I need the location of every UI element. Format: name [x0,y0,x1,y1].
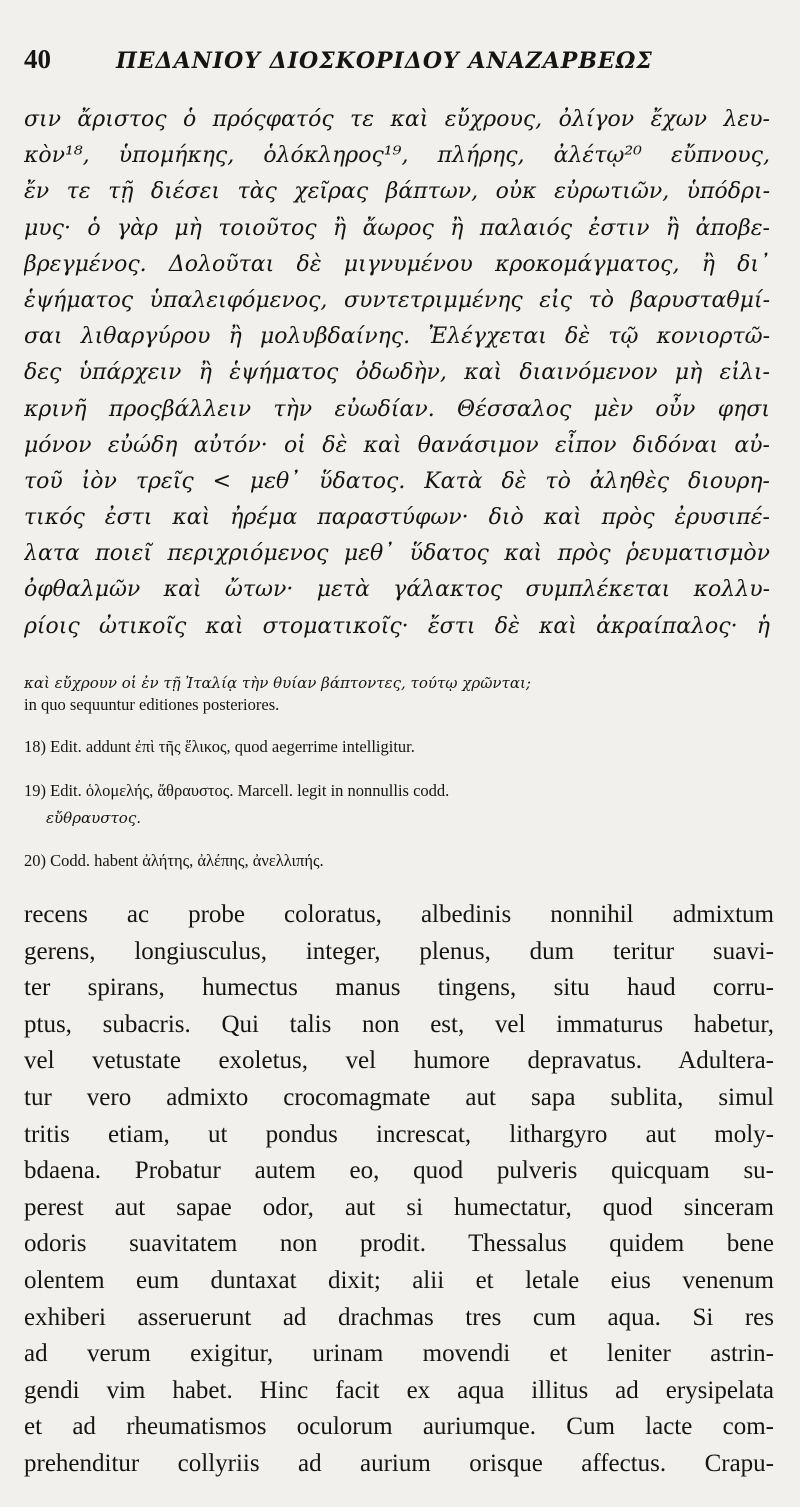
text-line: μυς· ὁ γὰρ μὴ τοιοῦτος ἢ ἄωρος ἢ παλαιός ἐστιν ἢ ἀποβε- [24,215,770,241]
footnote-17-greek: καὶ εὔχρουν οἱ ἐν τῇ Ἰταλίᾳ τὴν θυίαν βάπτοντες, τούτῳ χρῶνται; [24,674,531,692]
footnotes [24,672,774,876]
text-line: gerens, longiusculus, integer, plenus, dum teritur suavi- [24,937,774,965]
text-line: tritis etiam, ut pondus increscat, lithargyro aut moly- [24,1120,774,1148]
text-line: prehenditur collyriis ad aurium orisque affectus. Crapu- [24,1449,774,1477]
text-line: κὸν¹⁸, ὑπομήκης, ὁλόκληρος¹⁹, πλήρης, ἀλέτῳ²⁰ εὔπνους, [24,143,770,169]
text-line: ad verum exigitur, urinam movendi et leniter astrin- [24,1340,774,1368]
text-line: ptus, subacris. Qui talis non est, vel immaturus habetur, [24,1010,774,1038]
text-line: ρίοις ὠτικοῖς καὶ στοματικοῖς· ἔστι δὲ καὶ ἀκραίπαλος· ἡ [24,613,770,639]
text-line: perest aut sapae odor, aut si humectatur, quod sinceram [24,1193,774,1221]
text-line: bdaena. Probatur autem eo, quod pulveris quicquam su- [24,1157,774,1185]
text-line: et ad rheumatismos oculorum auriumque. Cum lacte com- [24,1413,774,1441]
footnote-19-continuation: εὔθραυστος. [46,809,142,827]
text-line: odoris suavitatem non prodit. Thessalus quidem bene [24,1230,774,1258]
text-line: olentem eum duntaxat dixit; alii et letale eius venenum [24,1266,774,1294]
page-number: 40 [24,44,51,74]
text-line: δες ὑπάρχειν ἢ ἑψήματος ὀδωδὴν, καὶ διαινόμενον μὴ εἰλι- [24,360,770,386]
greek-main-text [24,102,770,645]
footnote-17-latin: in quo sequuntur editiones posteriores. [24,695,280,714]
text-line: μόνον εὐώδη αὐτόν· οἱ δὲ καὶ θανάσιμον εἶπον διδόναι αὐ- [24,432,770,458]
text-line: ὀφθαλμῶν καὶ ὤτων· μετὰ γάλακτος συμπλέκεται κολλυ- [24,577,770,603]
text-line: gendi vim habet. Hinc facit ex aqua illitus ad erysipelata [24,1376,774,1404]
text-line: recens ac probe coloratus, albedinis nonnihil admixtum [24,901,774,928]
text-line: vel vetustate exoletus, vel humore depravatus. Adultera- [24,1047,774,1075]
text-line: tur vero admixto crocomagmate aut sapa sublita, simul [24,1083,774,1111]
text-line: τικός ἐστι καὶ ἠρέμα παραστύφων· διὸ καὶ πρὸς ἐρυσιπέ- [24,505,770,531]
text-line: σαι λιθαργύρου ἢ μολυβδαίνης. Ἐλέγχεται δὲ τῷ κονιορτῶ- [24,324,770,350]
text-line: κρινῆ προςβάλλειν τὴν εὐωδίαν. Θέσσαλος μὲν οὖν φησι [24,396,770,422]
text-line: λατα ποιεῖ περιχριόμενος μεθ᾽ ὕδατος καὶ πρὸς ῥευματισμὸν [24,541,770,567]
footnote-20: 20) Codd. habent ἀλήτης, ἀλέπης, ἀνελλιπής. [24,851,324,870]
latin-translation [24,897,774,1483]
running-head: ΠΕΔΑΝΙΟΥ ΔΙΟΣΚΟΡΙΔΟΥ ΑΝΑΖΑΡΒΕΩΣ [116,48,653,74]
text-line: βρεγμένος. Δολοῦται δὲ μιγνυμένου κροκομάγματος, ἢ δι᾽ [24,251,770,277]
text-line: σιν ἄριστος ὁ πρόςφατός τε καὶ εὔχρους, ὀλίγον ἔχων λευ- [24,107,770,132]
text-line: τοῦ ἰὸν τρεῖς < μεθ᾽ ὕδατος. Κατὰ δὲ τὸ ἀληθὲς διουρη- [24,468,770,494]
text-line: ἔν τε τῇ διέσει τὰς χεῖρας βάπτων, οὐκ εὐρωτιῶν, ὑπόδρι- [24,179,770,205]
footnote-19: 19) Edit. ὁλομελής, ἄθραυστος. Marcell. legit in nonnullis codd. [24,781,450,800]
text-line: ter spirans, humectus manus tingens, situ haud corru- [24,974,774,1002]
text-line: ἑψήματος ὑπαλειφόμενος, συντετριμμένης εἰς τὸ βαρυσταθμί- [24,287,770,313]
page-header [24,44,764,84]
text-line: exhiberi asseruerunt ad drachmas tres cum aqua. Si res [24,1303,774,1331]
footnote-18: 18) Edit. addunt ἐπὶ τῆς ἕλικος, quod aegerrime intelligitur. [24,737,415,756]
